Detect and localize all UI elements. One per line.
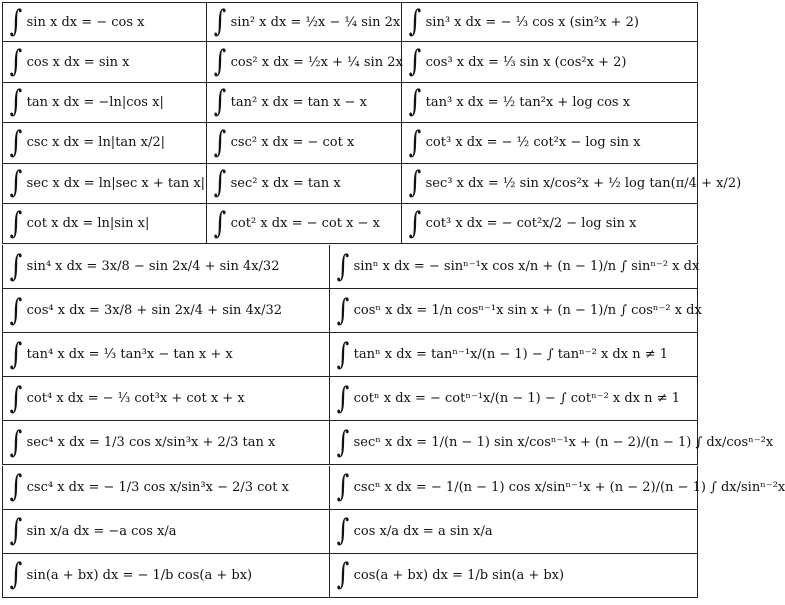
formula-cell bbox=[402, 123, 698, 163]
integral-sign-icon: ∫ bbox=[408, 44, 422, 80]
formula-cell bbox=[330, 466, 785, 510]
formula-text: cos x dx = sin x bbox=[26, 54, 130, 70]
integral-sign-icon: ∫ bbox=[9, 4, 23, 40]
formula-text: csc x dx = ln|tan x/2| bbox=[26, 135, 166, 151]
integral-sign-icon: ∫ bbox=[213, 124, 227, 160]
formula-text: tan x dx = −ln|cos x| bbox=[26, 94, 164, 110]
integral-sign-icon: ∫ bbox=[408, 4, 422, 40]
integral-sign-icon: ∫ bbox=[213, 84, 227, 120]
formula-text: cot⁴ x dx = − ⅓ cot³x + cot x + x bbox=[26, 391, 245, 407]
formula-cell bbox=[330, 421, 774, 465]
formula-text: cot³ x dx = − ½ cot²x − log sin x bbox=[425, 135, 641, 151]
integral-sign-icon: ∫ bbox=[408, 84, 422, 120]
formula-text: cot³ x dx = − cot²x/2 − log sin x bbox=[425, 216, 637, 232]
formula-cell bbox=[207, 204, 402, 244]
formula-cell bbox=[330, 245, 698, 289]
formula-text: cos x/a dx = a sin x/a bbox=[353, 523, 493, 539]
integral-sign-icon: ∫ bbox=[9, 424, 23, 460]
integral-sign-icon: ∫ bbox=[336, 424, 350, 460]
formula-cell bbox=[402, 204, 698, 244]
integral-sign-icon: ∫ bbox=[9, 513, 23, 549]
integral-sign-icon: ∫ bbox=[9, 124, 23, 160]
formula-cell bbox=[330, 554, 698, 598]
formula-cell bbox=[402, 83, 698, 123]
formula-text: sin⁴ x dx = 3x/8 − sin 2x/4 + sin 4x/32 bbox=[26, 259, 280, 275]
integral-sign-icon: ∫ bbox=[336, 292, 350, 328]
integral-sign-icon: ∫ bbox=[213, 165, 227, 201]
formula-cell bbox=[2, 554, 330, 598]
integral-sign-icon: ∫ bbox=[9, 336, 23, 372]
integral-sign-icon: ∫ bbox=[9, 205, 23, 241]
integral-sign-icon: ∫ bbox=[408, 124, 422, 160]
formula-cell bbox=[207, 2, 402, 42]
integral-sign-icon: ∫ bbox=[336, 248, 350, 284]
formula-text: tan² x dx = tan x − x bbox=[230, 94, 367, 110]
integral-sign-icon: ∫ bbox=[408, 205, 422, 241]
formula-text: csc² x dx = − cot x bbox=[230, 135, 355, 151]
formula-text: tan³ x dx = ½ tan²x + log cos x bbox=[425, 94, 631, 110]
integral-sign-icon: ∫ bbox=[336, 557, 350, 593]
formula-cell bbox=[2, 421, 330, 465]
integral-sign-icon: ∫ bbox=[9, 248, 23, 284]
formula-text: csc⁴ x dx = − 1/3 cos x/sin³x − 2/3 cot x bbox=[26, 479, 289, 495]
formula-text: cot x dx = ln|sin x| bbox=[26, 216, 150, 232]
formula-cell bbox=[2, 466, 330, 510]
formula-text: sin³ x dx = − ⅓ cos x (sin²x + 2) bbox=[425, 14, 639, 30]
formula-cell bbox=[2, 204, 207, 244]
integral-sign-icon: ∫ bbox=[9, 380, 23, 416]
formula-text: sec³ x dx = ½ sin x/cos²x + ½ log tan(π/4 + x/2) bbox=[425, 175, 742, 191]
formula-cell bbox=[207, 42, 402, 82]
formula-cell bbox=[402, 42, 698, 82]
integral-sign-icon: ∫ bbox=[9, 44, 23, 80]
integral-sign-icon: ∫ bbox=[336, 380, 350, 416]
formula-text: cos⁴ x dx = 3x/8 + sin 2x/4 + sin 4x/32 bbox=[26, 303, 283, 319]
formula-cell bbox=[330, 510, 698, 554]
formula-text: cotⁿ x dx = − cotⁿ⁻¹x/(n − 1) − ∫ cotⁿ⁻² x dx n ≠ 1 bbox=[353, 391, 680, 407]
formula-cell bbox=[2, 245, 330, 289]
formula-text: cosⁿ x dx = 1/n cosⁿ⁻¹x sin x + (n − 1)/n ∫ cosⁿ⁻² x dx bbox=[353, 303, 702, 319]
formula-text: tan⁴ x dx = ⅓ tan³x − tan x + x bbox=[26, 347, 233, 363]
formula-text: cos(a + bx) dx = 1/b sin(a + bx) bbox=[353, 567, 565, 583]
formula-cell bbox=[2, 2, 207, 42]
integral-sign-icon: ∫ bbox=[213, 44, 227, 80]
formula-text: sin(a + bx) dx = − 1/b cos(a + bx) bbox=[26, 567, 253, 583]
integral-sign-icon: ∫ bbox=[336, 513, 350, 549]
formula-cell bbox=[330, 289, 702, 333]
formula-cell bbox=[2, 377, 330, 421]
formula-text: cos² x dx = ½x + ¼ sin 2x bbox=[230, 54, 403, 70]
integral-sign-icon: ∫ bbox=[336, 469, 350, 505]
integral-sign-icon: ∫ bbox=[9, 557, 23, 593]
formula-text: sinⁿ x dx = − sinⁿ⁻¹x cos x/n + (n − 1)/n ∫ sinⁿ⁻² x dx bbox=[353, 259, 700, 275]
formula-cell bbox=[2, 164, 207, 204]
formula-text: sec² x dx = tan x bbox=[230, 175, 341, 191]
formula-cell bbox=[330, 377, 698, 421]
formula-text: sec⁴ x dx = 1/3 cos x/sin³x + 2/3 tan x bbox=[26, 435, 276, 451]
formula-cell bbox=[207, 123, 402, 163]
formula-text: cot² x dx = − cot x − x bbox=[230, 216, 380, 232]
formula-cell bbox=[2, 333, 330, 377]
integral-sign-icon: ∫ bbox=[408, 165, 422, 201]
formula-cell bbox=[402, 164, 742, 204]
formula-cell bbox=[2, 42, 207, 82]
formula-text: cos³ x dx = ⅓ sin x (cos²x + 2) bbox=[425, 54, 627, 70]
integral-sign-icon: ∫ bbox=[213, 205, 227, 241]
formula-cell bbox=[2, 510, 330, 554]
formula-cell bbox=[2, 289, 330, 333]
formula-cell bbox=[402, 2, 698, 42]
integral-sign-icon: ∫ bbox=[336, 336, 350, 372]
formula-cell bbox=[2, 83, 207, 123]
formula-cell bbox=[2, 123, 207, 163]
formula-text: tanⁿ x dx = tanⁿ⁻¹x/(n − 1) − ∫ tanⁿ⁻² x dx n ≠ 1 bbox=[353, 347, 669, 363]
integral-sign-icon: ∫ bbox=[9, 469, 23, 505]
formula-cell bbox=[207, 83, 402, 123]
formula-text: sin x/a dx = −a cos x/a bbox=[26, 523, 177, 539]
formula-cell bbox=[330, 333, 698, 377]
integral-sign-icon: ∫ bbox=[9, 165, 23, 201]
formula-cell bbox=[207, 164, 402, 204]
formula-text: secⁿ x dx = 1/(n − 1) sin x/cosⁿ⁻¹x + (n − 2)/(n − 1) ∫ dx/cosⁿ⁻²x bbox=[353, 435, 774, 451]
integral-sign-icon: ∫ bbox=[9, 292, 23, 328]
integral-sign-icon: ∫ bbox=[9, 84, 23, 120]
formula-text: sin² x dx = ½x − ¼ sin 2x bbox=[230, 14, 401, 30]
formula-text: cscⁿ x dx = − 1/(n − 1) cos x/sinⁿ⁻¹x + (n − 2)/(n − 1) ∫ dx/sinⁿ⁻²x bbox=[353, 479, 785, 495]
formula-text: sec x dx = ln|sec x + tan x| bbox=[26, 175, 206, 191]
formula-text: sin x dx = − cos x bbox=[26, 14, 145, 30]
integral-sign-icon: ∫ bbox=[213, 4, 227, 40]
